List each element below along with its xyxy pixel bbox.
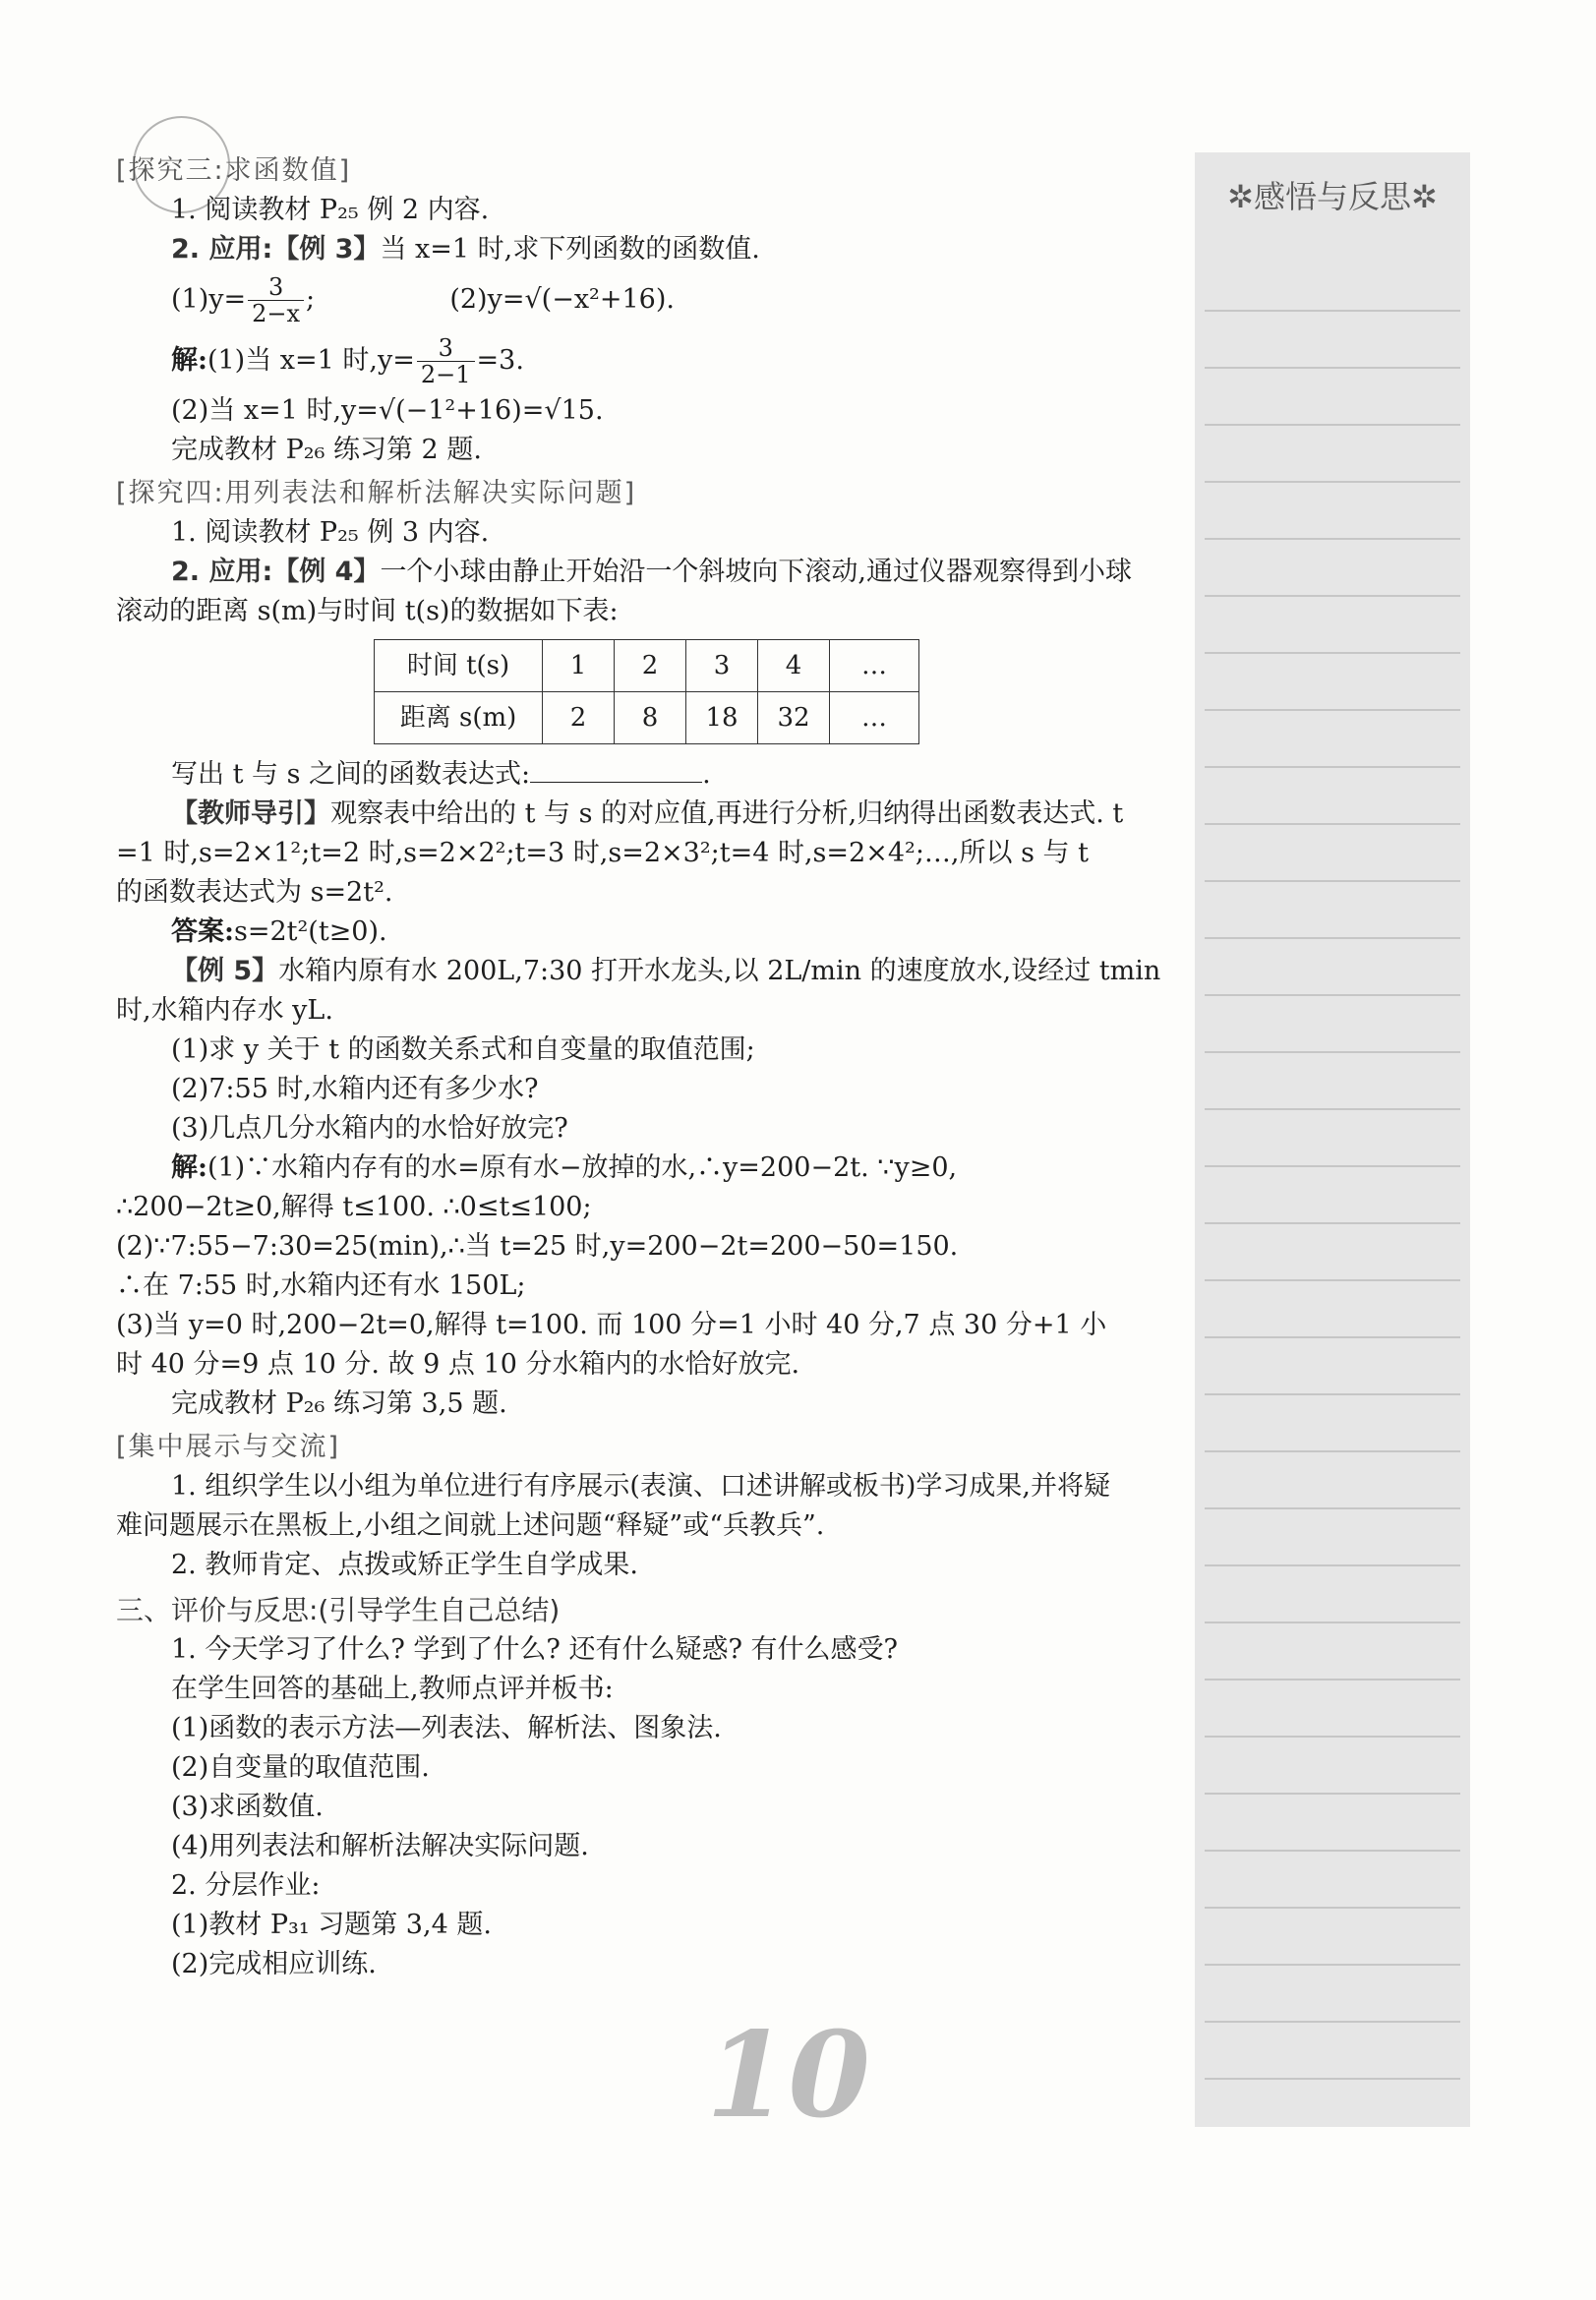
table-cell: 时间 t(s)	[375, 640, 543, 692]
fraction-denominator: 2−1	[420, 361, 471, 388]
text-line: (2)7:55 时,水箱内还有多少水?	[171, 1074, 539, 1104]
table-cell: 2	[615, 640, 686, 692]
data-table	[374, 639, 919, 744]
formula-q1-suffix: ;	[306, 284, 316, 315]
solution-label: 解:	[171, 1152, 207, 1183]
table-cell: 距离 s(m)	[375, 692, 543, 744]
fraction-denominator: 2−x	[252, 300, 301, 327]
text-line: 1. 阅读教材 P₂₅ 例 2 内容.	[171, 195, 490, 225]
text-line	[116, 230, 1188, 269]
example-text: 一个小球由静止开始沿一个斜坡向下滚动,通过仪器观察得到小球	[380, 557, 1133, 587]
answer-label: 答案:	[171, 916, 234, 947]
text-line: 难问题展示在黑板上,小组之间就上述问题“释疑”或“兵教兵”.	[116, 1510, 825, 1541]
text-line: (3)当 y=0 时,200−2t=0,解得 t=100. 而 100 分=1 小时 40 分,7 点 30 分+1 小	[116, 1310, 1107, 1340]
text-line	[116, 952, 1188, 991]
writing-lines	[1205, 261, 1460, 2109]
table-cell: 4	[758, 640, 830, 692]
text-line: ∴在 7:55 时,水箱内还有水 150L;	[116, 1270, 526, 1301]
text-line: 时,水箱内存水 yL.	[116, 995, 333, 1026]
solution-suffix: =3.	[476, 345, 524, 376]
example-tag: 【例 5】	[171, 956, 279, 986]
answer-blank	[530, 752, 702, 783]
fraction	[417, 335, 475, 387]
table-cell: 2	[543, 692, 615, 744]
text-line: (2)∵7:55−7:30=25(min),∴当 t=25 时,y=200−2t=200−50=150.	[116, 1231, 959, 1262]
solution-label: 解:	[171, 345, 207, 376]
sidebar-title: ✲感悟与反思✲	[1227, 178, 1438, 215]
text-line: (2)当 x=1 时,y=√(−1²+16)=√15.	[171, 395, 604, 426]
text-line: 在学生回答的基础上,教师点评并板书:	[171, 1674, 614, 1704]
text-line: (1)教材 P₃₁ 习题第 3,4 题.	[171, 1910, 492, 1940]
text-line: 1. 今天学习了什么? 学到了什么? 还有什么疑惑? 有什么感受?	[171, 1634, 898, 1665]
section-title-explore-3: [探究三:求函数值]	[116, 155, 352, 186]
text-line: (3)求函数值.	[171, 1792, 324, 1822]
example-text: 当 x=1 时,求下列函数的函数值.	[380, 234, 760, 265]
text-line: (2)自变量的取值范围.	[171, 1752, 430, 1783]
text-line: (1)函数的表示方法—列表法、解析法、图象法.	[171, 1713, 722, 1743]
text-line	[116, 795, 1188, 834]
text-line: 2. 分层作业:	[171, 1870, 321, 1901]
text-line: (3)几点几分水箱内的水恰好放完?	[171, 1113, 568, 1144]
section-title-evaluation: 三、评价与反思:(引导学生自己总结)	[116, 1594, 561, 1626]
example-tag: 2. 应用:【例 3】	[171, 234, 381, 265]
text-line: 1. 阅读教材 P₂₅ 例 3 内容.	[171, 517, 490, 548]
text-line: 完成教材 P₂₆ 练习第 3,5 题.	[171, 1388, 507, 1419]
text-line: 2. 教师肯定、点拨或矫正学生自学成果.	[171, 1550, 638, 1580]
fraction	[248, 274, 304, 326]
text-line: =1 时,s=2×1²;t=2 时,s=2×2²;t=3 时,s=2×3²;t=4 时,s=2×4²;…,所以 s 与 t	[116, 838, 1089, 868]
text-line: 时 40 分=9 点 10 分. 故 9 点 10 分水箱内的水恰好放完.	[116, 1349, 800, 1380]
page-number: 10	[706, 2006, 870, 2145]
text-line: 的函数表达式为 s=2t².	[116, 877, 393, 908]
solution-line	[116, 330, 1188, 391]
table-cell: 1	[543, 640, 615, 692]
solution-text: (1)∵水箱内存有的水=原有水−放掉的水,∴y=200−2t. ∵y≥0,	[207, 1152, 958, 1183]
text-line: 1. 组织学生以小组为单位进行有序展示(表演、口述讲解或板书)学习成果,并将疑	[171, 1471, 1110, 1502]
teacher-guide-tag: 【教师导引】	[171, 798, 330, 829]
solution-prefix: (1)当 x=1 时,y=	[207, 345, 415, 376]
section-title-display: [集中展示与交流]	[116, 1432, 341, 1462]
text-line: 滚动的距离 s(m)与时间 t(s)的数据如下表:	[116, 596, 619, 626]
text-line: ∴200−2t≥0,解得 t≤100. ∴0≤t≤100;	[116, 1192, 592, 1222]
text-line: 完成教材 P₂₆ 练习第 2 题.	[171, 435, 482, 465]
example-text: 水箱内原有水 200L,7:30 打开水龙头,以 2L/min 的速度放水,设经过 tmin	[278, 956, 1161, 986]
text-line: (4)用列表法和解析法解决实际问题.	[171, 1831, 589, 1861]
question-text: 写出 t 与 s 之间的函数表达式:	[171, 759, 531, 790]
formula-q1-prefix: (1)y=	[171, 284, 247, 315]
answer-text: s=2t²(t≥0).	[233, 916, 387, 947]
fraction-numerator: 3	[248, 274, 304, 301]
table-cell: 32	[758, 692, 830, 744]
formula-line	[116, 269, 1188, 330]
table-cell: …	[830, 692, 919, 744]
table-cell: …	[830, 640, 919, 692]
question-end: .	[702, 759, 711, 790]
text-line	[116, 1149, 1188, 1188]
text-line: (1)求 y 关于 t 的函数关系式和自变量的取值范围;	[171, 1034, 755, 1065]
fraction-numerator: 3	[417, 335, 475, 362]
table-row	[375, 692, 919, 744]
text-line	[116, 553, 1188, 592]
table-cell: 18	[686, 692, 758, 744]
main-content	[116, 147, 1188, 1984]
reflection-sidebar	[1195, 152, 1470, 2127]
text-line: (2)完成相应训练.	[171, 1949, 377, 1979]
guide-text: 观察表中给出的 t 与 s 的对应值,再进行分析,归纳得出函数表达式. t	[330, 798, 1124, 829]
table-row	[375, 640, 919, 692]
section-title-explore-4: [探究四:用列表法和解析法解决实际问题]	[116, 478, 637, 508]
table-cell: 8	[615, 692, 686, 744]
text-line	[116, 752, 1188, 795]
text-line	[116, 913, 1188, 952]
table-cell: 3	[686, 640, 758, 692]
formula-q2: (2)y=√(−x²+16).	[449, 284, 675, 315]
example-tag: 2. 应用:【例 4】	[171, 557, 381, 587]
